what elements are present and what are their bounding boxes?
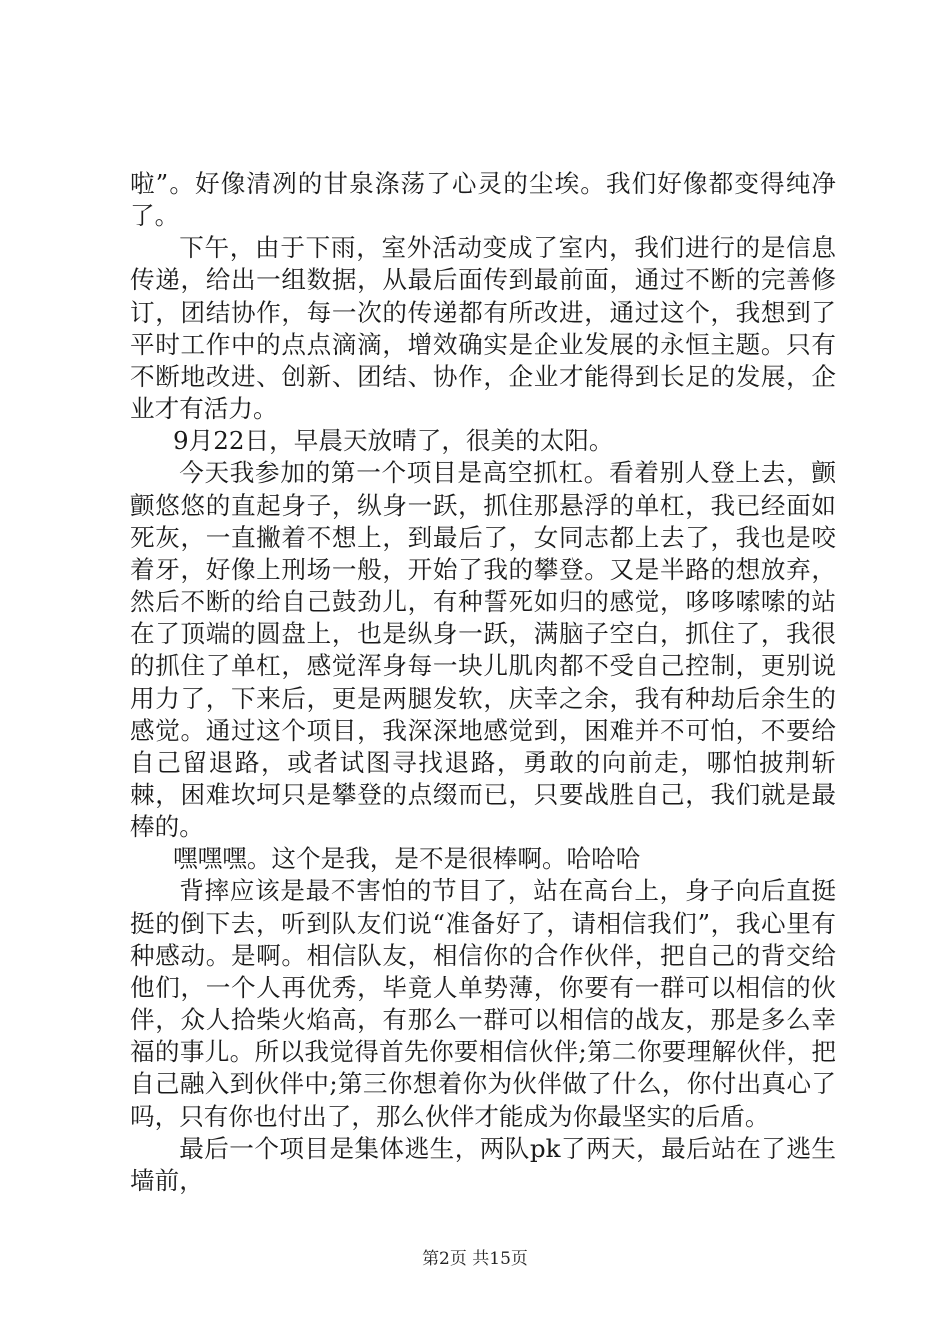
paragraph-continuation: 啦”。好像清冽的甘泉涤荡了心灵的尘埃。我们好像都变得纯净了。 (130, 169, 836, 231)
paragraph-afternoon: 下午，由于下雨，室外活动变成了室内，我们进行的是信息传递，给出一组数据，从最后面传到最前面，通过不断的完善修订，团结协作，每一次的传递都有所改进，通过这个，我想到了平时工作中的点点滴滴，增效确实是企业发展的永恒主题。只有不断地改进、创新、团结、协作，企业才能得到长足的发展，企业才有活力。 (130, 233, 836, 424)
paragraph-trust-fall: 背摔应该是最不害怕的节目了，站在高台上，身子向后直挺挺的倒下去，听到队友们说“准备好了，请相信我们”，我心里有种感动。是啊。相信队友，相信你的合作伙伴，把自己的背交给他们，一个人再优秀，毕竟人单势薄，你要有一群可以相信的伙伴，众人拾柴火焰高，有那么一群可以相信的战友，那是多么幸福的事儿。所以我觉得首先你要相信伙伴;第二你要理解伙伴，把自己融入到伙伴中;第三你想着你为伙伴做了什么，你付出真心了吗，只有你也付出了，那么伙伴才能成为你最坚实的后盾。 (130, 876, 836, 1131)
page-footer: 第2页 共15页 (422, 1249, 528, 1269)
paragraph-photo-caption: 嘿嘿嘿。这个是我，是不是很棒啊。哈哈哈 (173, 844, 641, 874)
paragraph-date: 9月22日，早晨天放晴了，很美的太阳。 (173, 426, 614, 456)
paragraph-escape: 最后一个项目是集体逃生，两队pk了两天，最后站在了逃生墙前， (130, 1133, 836, 1195)
paragraph-high-bar: 今天我参加的第一个项目是高空抓杠。看着别人登上去，颤颤悠悠的直起身子，纵身一跃，抓住那悬浮的单杠，我已经面如死灰，一直撇着不想上，到最后了，女同志都上去了，我也是咬着牙，好像上刑场一般，开始了我的攀登。又是半路的想放弃，然后不断的给自己鼓劲儿，有种誓死如归的感觉，哆哆嗦嗦的站在了顶端的圆盘上，也是纵身一跃，满脑子空白，抓住了，我很的抓住了单杠，感觉浑身每一块儿肌肉都不受自己控制，更别说用力了，下来后，更是两腿发软，庆幸之余，我有种劫后余生的感觉。通过这个项目，我深深地感觉到，困难并不可怕，不要给自己留退路，或者试图寻找退路，勇敢的向前走，哪怕披荆斩棘，困难坎坷只是攀登的点缀而已，只要战胜自己，我们就是最棒的。 (130, 458, 836, 842)
body-text (130, 168, 836, 1197)
